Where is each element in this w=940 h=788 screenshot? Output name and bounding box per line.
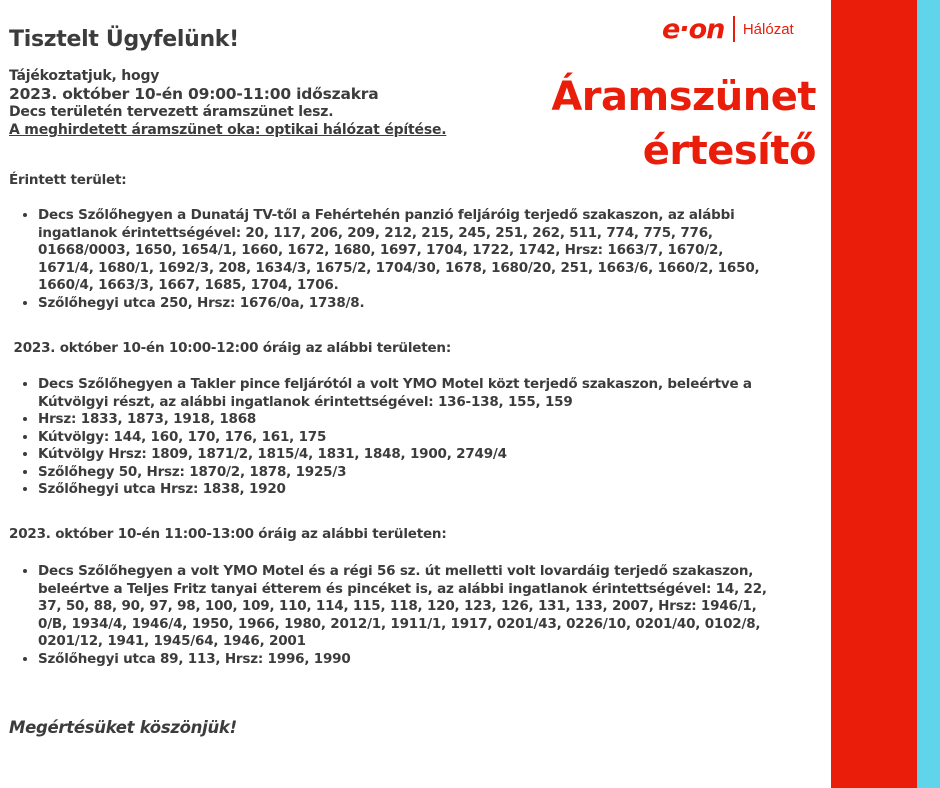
logo-subtitle: Hálózat <box>742 20 794 38</box>
section-2-list <box>9 376 783 499</box>
list-item: • Szőlőhegy 50, Hrsz: 1870/2, 1878, 1925/3 <box>38 464 783 482</box>
intro-line-1: Tájékoztatjuk, hogy <box>9 68 160 84</box>
section-3-list <box>9 563 783 668</box>
list-item: • Decs Szőlőhegyen a Dunatáj TV-től a Fehértehén panzió feljáróig terjedő szakaszon, az alábbi ingatlanok érintettségével: 20, 117, 206, 209, 212, 215, 245, 251, 262, 511, 774, 775, 776, 01668/0003, 1650, 1654/1, 1660, 1672, 1680, 1697, 1704, 1722, 1742, Hrsz: 1663/7, 1670/2, 1671/4, 1680/1, 1692/3, 208, 1634/3, 1675/2, 1704/30, 1678, 1680/20, 251, 1663/6, 1660/2, 1650, 1660/4, 1663/3, 1667, 1685, 1704, 1706. <box>38 207 783 295</box>
section-title-second-window: 2023. október 10-én 10:00-12:00 óráig az alábbi területen: <box>9 340 452 356</box>
cyan-side-stripe <box>917 0 940 788</box>
notice-title-line2: értesítő <box>642 128 816 174</box>
intro-block <box>9 67 446 139</box>
intro-line-3: Decs területén tervezett áramszünet lesz. <box>9 104 334 120</box>
eon-logo <box>662 11 794 47</box>
section-1-list <box>9 207 783 312</box>
outage-cause: A meghirdetett áramszünet oka: optikai hálózat építése. <box>9 122 447 138</box>
list-item: • Kútvölgy Hrsz: 1809, 1871/2, 1815/4, 1831, 1848, 1900, 2749/4 <box>38 446 783 464</box>
section-title-affected-area: Érintett terület: <box>9 172 127 188</box>
logo-divider <box>733 16 735 42</box>
list-item: • Szőlőhegyi utca 89, 113, Hrsz: 1996, 1990 <box>38 651 783 669</box>
list-item: • Decs Szőlőhegyen a volt YMO Motel és a régi 56 sz. út melletti volt lovardáig terjedő szakaszon, beleértve a Teljes Fritz tanyai étterem és pincéket is, az alábbi ingatlanok érintettségével: 14, 22, 37, 50, 88, 90, 97, 98, 100, 109, 110, 114, 115, 118, 120, 123, 126, 131, 133, 2007, Hrsz: 1946/1, 0/B, 1934/4, 1946/4, 1950, 1966, 1980, 2012/1, 1911/1, 1917, 0201/43, 0226/10, 0201/40, 0102/8, 0201/12, 1941, 1945/64, 1946, 2001 <box>38 563 783 651</box>
red-side-stripe <box>831 0 917 788</box>
eon-logo-wordmark: e·on <box>662 13 725 45</box>
list-item: • Decs Szőlőhegyen a Takler pince feljárótól a volt YMO Motel közt terjedő szakaszon, beleértve a Kútvölgyi részt, az alábbi ingatlanok érintettségével: 136-138, 155, 159 <box>38 376 783 411</box>
list-item: • Szőlőhegyi utca Hrsz: 1838, 1920 <box>38 481 783 499</box>
list-item: • Szőlőhegyi utca 250, Hrsz: 1676/0a, 1738/8. <box>38 295 783 313</box>
notice-title <box>551 70 816 178</box>
closing-thanks: Megértésüket köszönjük! <box>9 718 237 737</box>
notice-title-line1: Áramszünet <box>551 74 816 120</box>
section-title-third-window: 2023. október 10-én 11:00-13:00 óráig az alábbi területen: <box>9 526 447 542</box>
list-item: • Hrsz: 1833, 1873, 1918, 1868 <box>38 411 783 429</box>
intro-date-line: 2023. október 10-én 09:00-11:00 időszakra <box>9 85 379 103</box>
list-item: • Kútvölgy: 144, 160, 170, 176, 161, 175 <box>38 429 783 447</box>
greeting: Tisztelt Ügyfelünk! <box>9 27 239 52</box>
